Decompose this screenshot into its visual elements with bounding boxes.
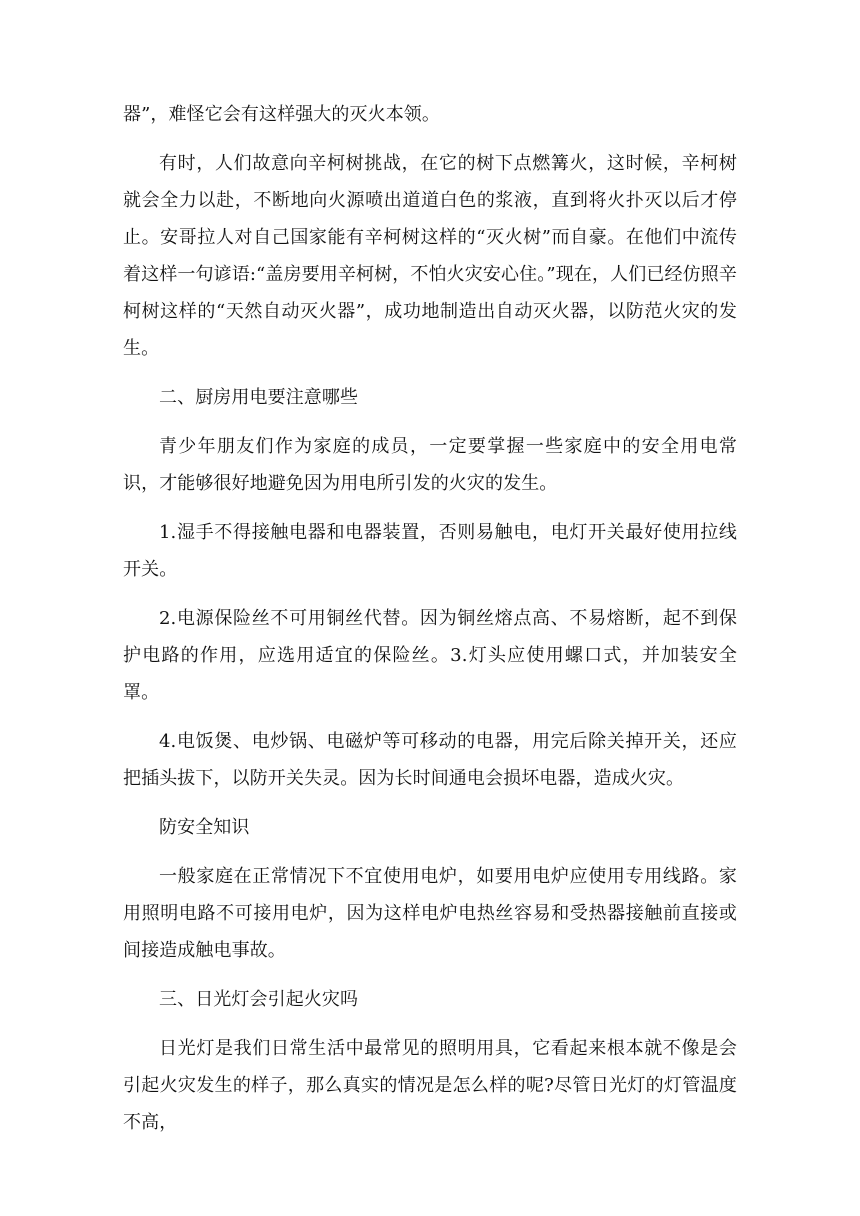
paragraph-gap bbox=[123, 416, 737, 428]
paragraph-gap bbox=[123, 1018, 737, 1030]
paragraph-gap bbox=[123, 711, 737, 723]
paragraph-item-2-3: 2.电源保险丝不可用铜丝代替。因为铜丝熔点高、不易熔断，起不到保护电路的作用，应选用适宜的保险丝。3.灯头应使用螺口式，并加装安全罩。 bbox=[123, 608, 737, 703]
paragraph-item-4: 4.电饭煲、电炒锅、电磁炉等可移动的电器，用完后除关掉开关，还应把插头拔下，以防开关失灵。因为长时间通电会损坏电器，造成火灾。 bbox=[123, 731, 737, 789]
paragraph-continuation: 器”，难怪它会有这样强大的灭火本领。 bbox=[123, 104, 441, 125]
section-heading-safety-knowledge: 防安全知识 bbox=[159, 817, 250, 838]
paragraph-gap bbox=[123, 588, 737, 600]
section-heading-fluorescent-lamp: 三、日光灯会引起火灾吗 bbox=[159, 989, 359, 1010]
paragraph-gap bbox=[123, 502, 737, 514]
paragraph-gap bbox=[123, 797, 737, 809]
paragraph-youth-safety: 青少年朋友们作为家庭的成员，一定要掌握一些家庭中的安全用电常识，才能够很好地避免因为用电所引发的火灾的发生。 bbox=[123, 436, 737, 494]
paragraph-electric-stove: 一般家庭在正常情况下不宜使用电炉，如要用电炉应使用专用线路。家用照明电路不可接用电炉，因为这样电炉电热丝容易和受热器接触前直接或间接造成触电事故。 bbox=[123, 866, 737, 961]
paragraph-gap bbox=[123, 367, 737, 379]
paragraph-fluorescent-lamp: 日光灯是我们日常生活中最常见的照明用具，它看起来根本就不像是会引起火灾发生的样子，那么真实的情况是怎么样的呢?尽管日光灯的灯管温度不高， bbox=[123, 1038, 737, 1133]
paragraph-gap bbox=[123, 969, 737, 981]
paragraph-fire-tree: 有时，人们故意向辛柯树挑战，在它的树下点燃篝火，这时候，辛柯树就会全力以赴，不断地向火源喷出道道白色的浆液，直到将火扑灭以后才停止。安哥拉人对自己国家能有辛柯树这样的“灭火树”而自豪。在他们中流传着这样一句谚语:“盖房要用辛柯树，不怕火灾安心住。”现在，人们已经仿照辛柯树这样的“天然自动灭火器”，成功地制造出自动灭火器，以防范火灾的发生。 bbox=[123, 153, 737, 359]
document-body bbox=[123, 96, 737, 1141]
paragraph-gap bbox=[123, 133, 737, 145]
paragraph-gap bbox=[123, 846, 737, 858]
paragraph-item-1: 1.湿手不得接触电器和电器装置，否则易触电，电灯开关最好使用拉线开关。 bbox=[123, 522, 737, 580]
section-heading-kitchen-electricity: 二、厨房用电要注意哪些 bbox=[159, 387, 359, 408]
